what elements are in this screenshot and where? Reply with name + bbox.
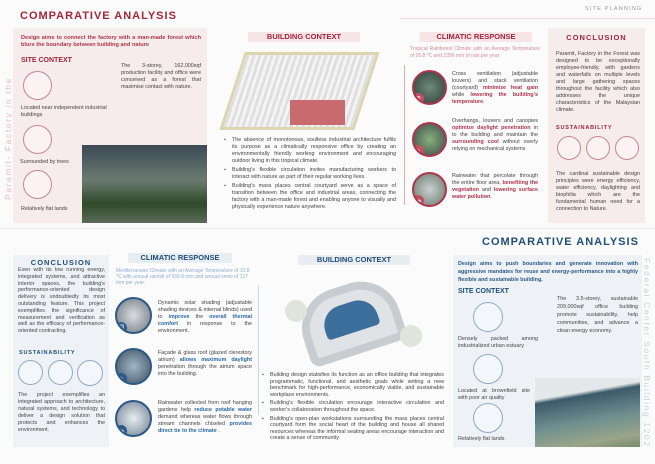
rain-icon: ☁	[115, 425, 127, 437]
shading-icon: ▤	[115, 322, 127, 334]
bullet: ▪ The absence of monotonous, soulless industrial architecture fulfils its purpose as a climatically responsive office by creating an environmentally friendly working environment and encouraging outdoor living in this tropical climate.	[224, 137, 396, 165]
site-context-title: SITE CONTEXT	[21, 57, 72, 64]
energy-house-icon	[586, 136, 610, 160]
sun-icon: ☼	[115, 373, 127, 385]
urban-buildings-icon	[473, 302, 503, 332]
brownfield-icon	[473, 354, 503, 384]
climate-item-text: Façade & glass roof (glazed clerestory atrium) allows maximum daylight penetration through the atrium space into the building.	[158, 350, 252, 377]
building-context-bullets	[224, 137, 396, 213]
biophilia-icon	[615, 136, 639, 160]
side-label: Federal Center South Building 1202	[642, 258, 652, 448]
divider	[404, 65, 405, 205]
design-aim: Design aims to push boundaries and generate innovation with aggressive mandates for reuse and energy-performance into a highly flexible and sustainable building.	[458, 261, 638, 283]
site-item-label: Located at brownfield site with poor air quality	[458, 388, 530, 401]
bullet: ▪ Building's flexible circulation encourage interactive circulation and worker's collaboration throughout the space.	[262, 400, 444, 413]
site-description: The 3.5-storey, sustainable 209,000sqf office building promote sustainability, help communities, and advance a clean energy economy.	[557, 296, 638, 334]
shading-photo	[115, 297, 152, 334]
bullet: ▪ Building's flexible circulation invites manufacturing workers to interact with nature as part of their regular working lives.	[224, 167, 396, 181]
divider	[0, 228, 655, 229]
conclusion-text: Paramit, Factory in the Forest was designed to be exceptionally employee-friendly, with gardens and waterfalls on multiple levels and large gathering spaces throughout the facility which also addresses the unique characteristics of the Malaysian climate.	[556, 51, 640, 113]
building-icon	[18, 360, 43, 385]
page-title: COMPARATIVE ANALYSIS	[20, 10, 177, 22]
roof-garden-photo	[115, 400, 152, 437]
climate-item-text: Rainwater collected from roof hanging gardens help reduce potable water demand whereas water flows through stream channels chiseled provides direct tie to the climate .	[158, 400, 252, 434]
tree-drawing	[285, 300, 307, 322]
flat-land-icon	[23, 170, 52, 199]
atrium-photo	[115, 348, 152, 385]
sustainability-text: The cardinal sustainable design principles were energy efficiency, water efficiency, daylighting and biophilia which are the fundamental human need for a connection to Nature.	[556, 171, 640, 212]
rain-icon: ☁	[412, 195, 424, 207]
conclusion-title: CONCLUSION	[30, 258, 92, 267]
site-item-label: Located near independent industrial buildings	[21, 105, 107, 118]
roof-photo	[412, 172, 447, 207]
climatic-response-title: CLIMATIC RESPONSE	[128, 253, 232, 263]
design-aim: Design aims to connect the factory with a man-made forest which blurs the boundary between building and nature	[21, 35, 201, 48]
site-description: The 3-storey, 162,000sqf production facility and office were conceived as a forest that maximise contact with nature.	[121, 63, 201, 90]
weather-icon	[557, 136, 581, 160]
bullet: ▪ Building's mass places central courtyard serve as a space of transition between the office and industrial areas, connecting the factory with a man-made forest and enabling anyone to visually and physically experience nature anywhere.	[224, 183, 396, 211]
section-label: SITE PLANNING	[585, 6, 643, 12]
sustainability-title: SUSTAINABILITY	[556, 125, 613, 131]
building-axonometric-drawing	[292, 271, 409, 368]
city-icon	[77, 360, 103, 386]
site-item-label: Densely packed among industrialized urban estuary	[458, 336, 538, 349]
divider	[258, 285, 259, 415]
industrial-buildings-icon	[23, 71, 52, 100]
conclusion-panel	[13, 255, 109, 447]
climate-item-text: Overhangs, louvers and canopies optimize daylight penetration in to the building and maintain the surrounding cool without overly relying on mechanical systems	[452, 118, 539, 152]
bullet: ▪ Building design statisfies its function as an office building that integrates programmatic, functional, and aesthetic goals while setting a new benchmark for high-performance, economically viable, and sustainable workplace environments.	[262, 372, 444, 398]
building-context-title: BUILDING CONTEXT	[248, 32, 360, 42]
site-item-label: Relatively flat lands	[21, 206, 68, 212]
sustainability-title: SUSTAINABILITY	[19, 350, 76, 356]
side-label: Paramit- Factory in the	[3, 77, 13, 200]
office-block-drawing	[290, 100, 345, 125]
sustainability-text: The project exemplifies an integrated approach to architecture, natural systems, and technology to deliver a design solution that protects and enhances the environment.	[18, 392, 105, 433]
trees-icon	[23, 125, 52, 154]
climate-subtitle: Tropical Rainforest Climate with an Average Temperature of 26.8 °C and 2356 mm of rain per year	[410, 46, 540, 59]
conclusion-panel	[548, 28, 645, 223]
building-context-bullets	[262, 372, 444, 444]
factory-photo	[82, 145, 207, 223]
federal-building-photo	[535, 378, 640, 447]
wind-icon: ≋	[412, 93, 424, 105]
climate-item-text: Rainwater that percolate through the entire floor area, benefiting the vegetation and lowering surface water pollution.	[452, 173, 538, 200]
flat-land-icon	[473, 403, 503, 433]
conclusion-title: CONCLUSION	[566, 33, 627, 42]
bullet: ▪ Building's open-plan workstations surrounding the mass places central courtyard form the social heart of the building and house all shared resources whereas the informal seating areas encourage interaction and create a sense of community.	[262, 416, 444, 442]
climate-item-text: Dynamic solar shading (adjustable shading devices & internal blinds) used to improve the overall thermal comfort in response to the environment.	[158, 300, 252, 334]
building-context-title: BUILDING CONTEXT	[298, 255, 410, 265]
solar-panel-icon	[48, 360, 73, 385]
conclusion-text: Even with its low running energy, integrated systems, and attractive interior spaces, the building's performance-oriented design delivery is undoubtedly its most outstanding feature. This project exemplifies the significance of measurement and verification as well as the efficacy of performance-oriented contracting.	[18, 267, 105, 335]
ventilation-photo	[412, 70, 447, 105]
climate-subtitle: Mediterranean Climate with an Average Temperature of 10.8 °C with annual rainfall of 939.8 mm and annual snow of 127 mm per year.	[116, 268, 250, 286]
climatic-response-title: CLIMATIC RESPONSE	[420, 32, 532, 42]
site-context-title: SITE CONTEXT	[458, 288, 509, 295]
climate-item-text: Cross ventilation (adjustable louvers) and stack ventilation (courtyard) minimize heat gain while lowering the building's temperature.	[452, 71, 538, 105]
tree-drawing	[400, 325, 422, 347]
divider	[400, 18, 655, 19]
page-title: COMPARATIVE ANALYSIS	[482, 236, 639, 248]
site-item-label: Surrounded by trees	[20, 159, 69, 165]
sun-icon: ☼	[412, 145, 424, 157]
site-item-label: Relatively flat lands	[458, 436, 505, 442]
canopy-photo	[412, 122, 447, 157]
site-context-panel	[453, 255, 642, 447]
site-context-panel	[13, 28, 207, 223]
